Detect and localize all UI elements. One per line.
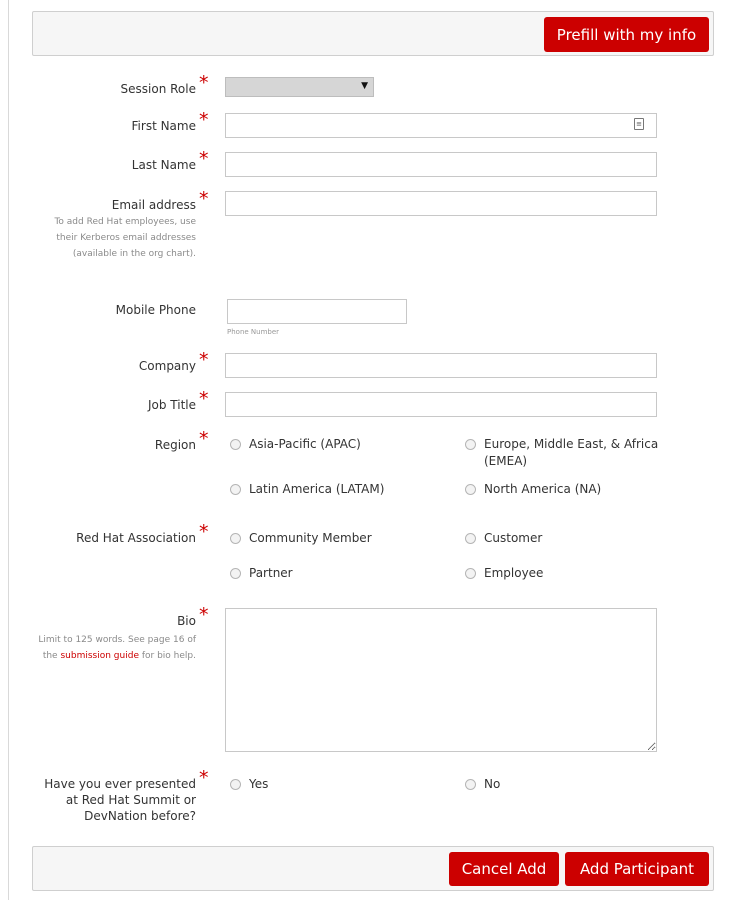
required-star: * <box>199 521 209 543</box>
radio-button[interactable] <box>230 779 241 790</box>
email-label: Email address <box>111 198 196 212</box>
region-label: Region <box>154 438 196 452</box>
radio-button[interactable] <box>230 484 241 495</box>
presented-option-no[interactable]: No <box>465 776 500 793</box>
radio-button[interactable] <box>230 533 241 544</box>
radio-button[interactable] <box>230 568 241 579</box>
required-star: * <box>199 428 209 450</box>
radio-button[interactable] <box>465 568 476 579</box>
job-title-label: Job Title <box>147 398 196 412</box>
bio-textarea[interactable] <box>225 608 657 752</box>
contact-card-icon[interactable]: ≡ <box>634 118 644 130</box>
required-star: * <box>199 188 209 210</box>
association-label: Red Hat Association <box>76 531 196 545</box>
region-option-apac[interactable]: Asia-Pacific (APAC) <box>230 436 361 453</box>
first-name-label: First Name <box>131 119 196 133</box>
session-role-select[interactable] <box>225 77 374 97</box>
radio-button[interactable] <box>465 779 476 790</box>
radio-button[interactable] <box>465 533 476 544</box>
mobile-phone-label: Mobile Phone <box>115 303 196 317</box>
prefill-button[interactable]: Prefill with my info <box>544 17 709 52</box>
required-star: * <box>199 72 209 94</box>
radio-button[interactable] <box>465 484 476 495</box>
last-name-input[interactable] <box>225 152 657 177</box>
region-option-emea[interactable]: Europe, Middle East, & Africa (EMEA) <box>465 436 665 470</box>
company-label: Company <box>138 359 196 373</box>
required-star: * <box>199 388 209 410</box>
region-option-na[interactable]: North America (NA) <box>465 481 601 498</box>
region-option-latam[interactable]: Latin America (LATAM) <box>230 481 384 498</box>
add-participant-button[interactable]: Add Participant <box>565 852 709 886</box>
submission-guide-link[interactable]: submission guide <box>60 651 139 661</box>
required-star: * <box>199 604 209 626</box>
required-star: * <box>199 349 209 371</box>
bio-label: Bio <box>177 614 196 628</box>
mobile-phone-input[interactable] <box>227 299 407 324</box>
association-option-customer[interactable]: Customer <box>465 530 542 547</box>
required-star: * <box>199 109 209 131</box>
association-option-partner[interactable]: Partner <box>230 565 293 582</box>
required-star: * <box>199 148 209 170</box>
email-help-text: To add Red Hat employees, use their Kerberos email addresses (available in the org chart). <box>54 217 196 259</box>
bio-help-text: Limit to 125 words. See page 16 of the submission guide for bio help. <box>38 635 196 661</box>
cancel-add-button[interactable]: Cancel Add <box>449 852 559 886</box>
radio-button[interactable] <box>465 439 476 450</box>
dropdown-arrow-icon: ▼ <box>361 81 368 91</box>
email-input[interactable] <box>225 191 657 216</box>
presented-option-yes[interactable]: Yes <box>230 776 268 793</box>
required-star: * <box>199 767 209 789</box>
association-option-employee[interactable]: Employee <box>465 565 543 582</box>
job-title-input[interactable] <box>225 392 657 417</box>
association-option-community[interactable]: Community Member <box>230 530 372 547</box>
last-name-label: Last Name <box>131 158 196 172</box>
first-name-input[interactable] <box>225 113 657 138</box>
phone-number-sublabel: Phone Number <box>227 328 280 336</box>
presented-before-label: Have you ever presented at Red Hat Summit or DevNation before? <box>44 777 196 823</box>
session-role-label: Session Role <box>120 82 196 96</box>
radio-button[interactable] <box>230 439 241 450</box>
company-input[interactable] <box>225 353 657 378</box>
